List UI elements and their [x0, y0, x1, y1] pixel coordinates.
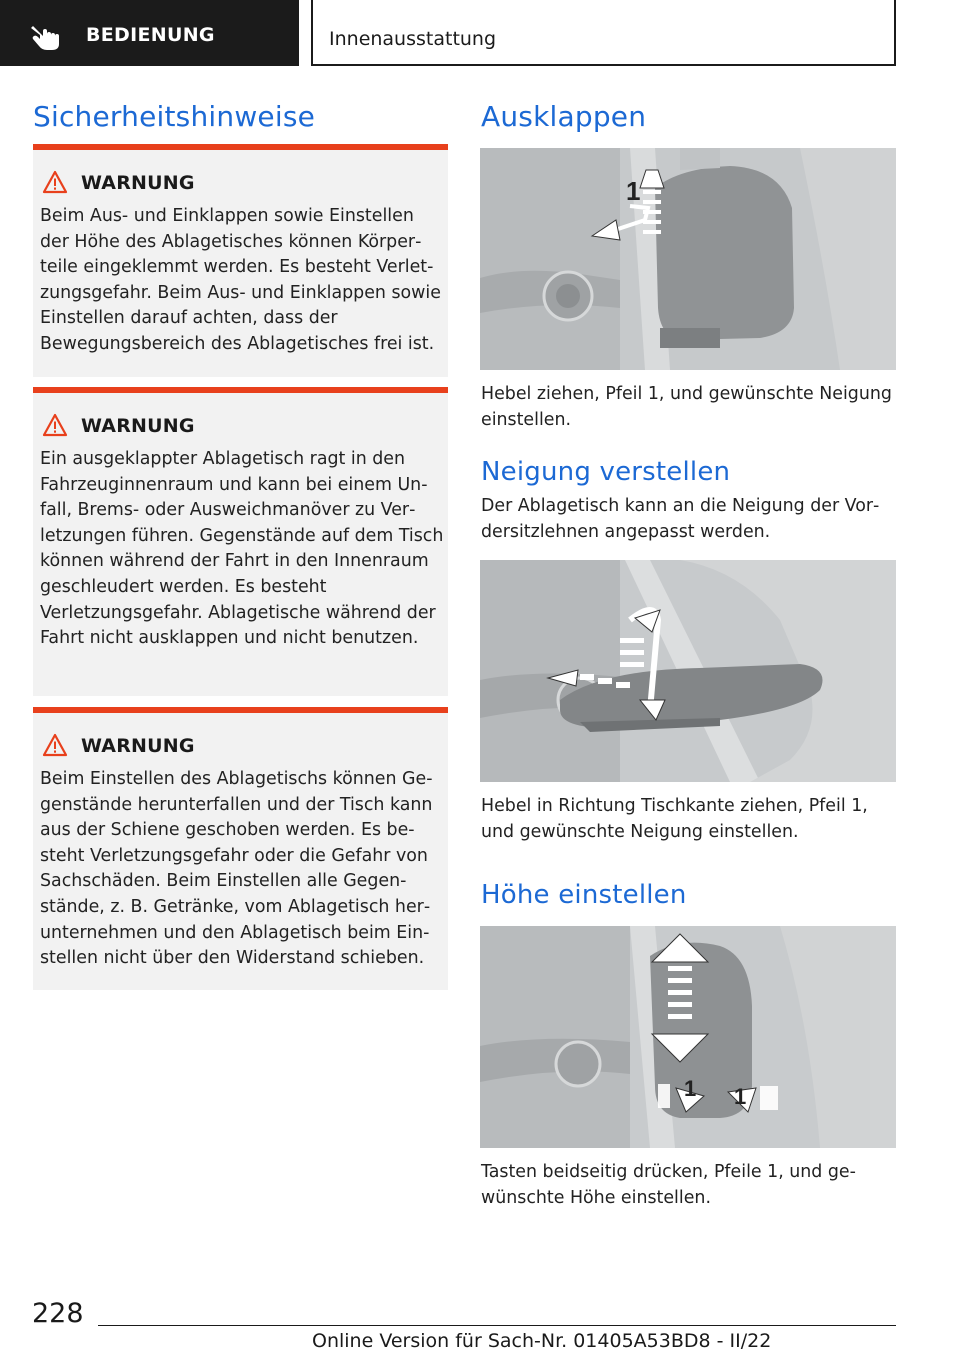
- unfold-photo: [480, 148, 896, 370]
- unfold-caption: Hebel ziehen, Pfeil 1, und gewünschte Neigung einstellen.: [481, 384, 892, 430]
- warning-title: WARNUNG: [81, 415, 195, 437]
- safety-heading: Sicherheitshinweise: [33, 100, 316, 133]
- warning-triangle-icon: [42, 170, 68, 194]
- tilt-heading: Neigung verstellen: [481, 457, 731, 487]
- section-tab: [0, 0, 299, 66]
- warning-box-3: [33, 707, 448, 990]
- warning-text: Beim Aus- und Einklappen sowie Einstellen der Höhe des Ablagetisches können Körperteile eingeklemmt werden. Es besteht Verletzungsgefahr. Beim Aus- und Einklappen sowie Einstellen darauf achten, dass der Bewegungsbereich des Ablagetisches frei ist.: [40, 206, 441, 354]
- page-number: 228: [32, 1298, 84, 1329]
- tilt-caption: Hebel in Richtung Tischkante ziehen, Pfeil 1, und gewünschte Neigung einstellen.: [481, 796, 868, 842]
- warning-box-2: [33, 387, 448, 696]
- unfold-heading: Ausklappen: [481, 100, 647, 133]
- height-heading: Höhe einstellen: [481, 880, 687, 910]
- section-label: BEDIENUNG: [86, 24, 215, 46]
- online-version-note: Online Version für Sach-Nr. 01405A53BD8 - II/22: [312, 1330, 772, 1352]
- height-photo: [480, 926, 896, 1148]
- tilt-photo: [480, 560, 896, 782]
- warning-triangle-icon: [42, 413, 68, 437]
- warning-title: WARNUNG: [81, 172, 195, 194]
- arrow-label-1: 1: [734, 1084, 747, 1109]
- footer-divider: [98, 1325, 896, 1326]
- tilt-intro: Der Ablagetisch kann an die Neigung der Vordersitzlehnen angepasst werden.: [481, 496, 880, 542]
- arrow-label-1: 1: [626, 176, 641, 206]
- height-caption: Tasten beidseitig drücken, Pfeile 1, und gewünschte Höhe einstellen.: [481, 1162, 856, 1208]
- warning-triangle-icon: [42, 733, 68, 757]
- warning-title: WARNUNG: [81, 735, 195, 757]
- warning-box-1: [33, 144, 448, 377]
- warning-text: Beim Einstellen des Ablagetischs können Gegenstände herunterfallen und der Tisch kann aus der Schiene geschoben werden. Es besteht Verletzungsgefahr oder die Gefahr von Sachschäden. Beim Einstellen alle Gegenstände, z. B. Getränke, vom Ablagetisch herunternehmen und den Ablagetisch beim Einstellen nicht über den Widerstand schieben.: [40, 769, 433, 969]
- warning-text: Ein ausgeklappter Ablagetisch ragt in den Fahrzeuginnenraum und kann bei einem Unfall, Brems- oder Ausweichmanöver zu Verletzungen führen. Gegenstände auf dem Tisch können während der Fahrt in den Innenraum geschleudert werden. Es besteht Verletzungsgefahr. Ablagetische während der Fahrt nicht ausklappen und nicht benutzen.: [40, 449, 444, 649]
- arrow-label-1: 1: [684, 1076, 697, 1101]
- chapter-header: [311, 0, 896, 66]
- pointing-hand-icon: [30, 22, 64, 52]
- chapter-label: Innenausstattung: [329, 28, 497, 50]
